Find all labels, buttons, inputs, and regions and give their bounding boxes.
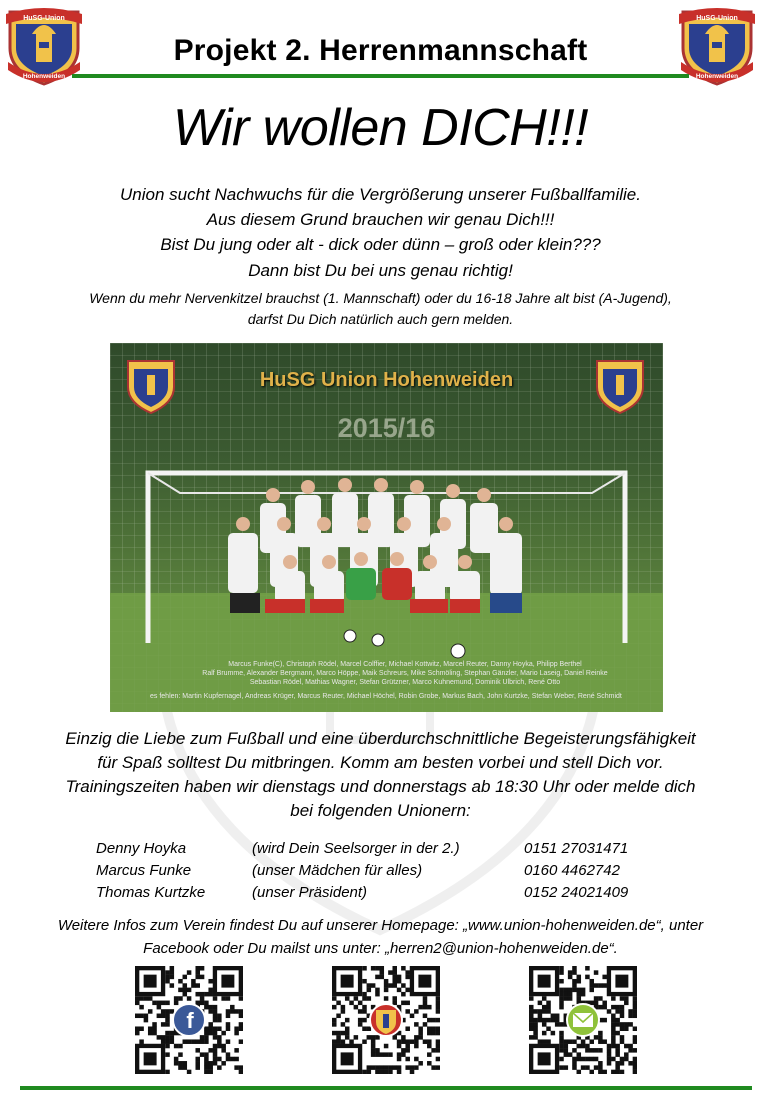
page-title: Projekt 2. Herrenmannschaft [173, 34, 588, 67]
crest-text-bottom: Hohenweiden [22, 73, 66, 80]
crest-text-top: HuSG-Union [23, 15, 65, 22]
body-line: für Spaß solltest Du mitbringen. Komm am besten vorbei und stell Dich vor. [97, 753, 664, 772]
qr-code-facebook[interactable] [135, 966, 243, 1074]
contact-role: (unser Präsident) [252, 884, 368, 901]
club-crest-icon [370, 1004, 402, 1036]
photo-caption-absent: es fehlen: Martin Kupfernagel, Andreas Krüger, Marcus Reuter, Michael Höchel, Robin Grobe, Markus Bach, John Kurtzke, Stefan Weber, René Schmidt [150, 693, 622, 700]
contact-phone: 0152 24021409 [524, 884, 629, 901]
photo-title: HuSG Union Hohenweiden [259, 369, 514, 391]
headline: Wir wollen DICH!!! [172, 99, 589, 157]
facebook-icon [173, 1004, 205, 1036]
crest-text-bottom: Hohenweiden [695, 73, 739, 80]
photo-caption: Sebastian Rödel, Mathias Wagner, Stefan Grützner, Marco Kuhnemund, Dominik Ulbrich, René Otto [249, 679, 561, 686]
qr-code-email[interactable] [529, 966, 637, 1074]
contact-phone: 0160 4462742 [524, 862, 620, 879]
email-icon [567, 1004, 599, 1036]
body-line: Trainingszeiten haben wir dienstags und donnerstags ab 18:30 Uhr oder melde dich [65, 777, 696, 796]
crest-text-top: HuSG-Union [696, 15, 738, 22]
footer-divider [20, 1086, 752, 1090]
intro-note: Wenn du mehr Nervenkitzel brauchst (1. Mannschaft) oder du 16-18 Jahre alt bist (A-Jugend), [89, 290, 672, 306]
contact-name: Thomas Kurtzke [96, 884, 206, 901]
intro-line: Dann bist Du bei uns genau richtig! [248, 261, 513, 280]
contact-name: Denny Hoyka [96, 840, 187, 857]
qr-code-homepage[interactable] [332, 966, 440, 1074]
contact-role: (wird Dein Seelsorger in der 2.) [252, 840, 460, 857]
photo-season: 2015/16 [337, 413, 436, 443]
photo-caption: Marcus Funke(C), Christoph Rödel, Marcel Colffier, Michael Kottwitz, Marcel Reuter, Danny Hoyka, Philipp Berthel [228, 661, 582, 668]
body-line: Einzig die Liebe zum Fußball und eine überdurchschnittliche Begeisterungsfähigkeit [65, 729, 696, 748]
photo-caption: Ralf Brumme, Alexander Bergmann, Marco Höppe, Maik Schreurs, Mike Schmöling, Stephan Gänzler, Mario Laseig, Daniel Reinke [202, 670, 608, 677]
team-photo [110, 343, 663, 712]
footer-line: Weitere Infos zum Verein findest Du auf unserer Homepage: „www.union-hohenweiden.de“, unter [57, 917, 704, 934]
contact-phone: 0151 27031471 [524, 840, 629, 857]
intro-line: Bist Du jung oder alt - dick oder dünn – groß oder klein??? [160, 235, 601, 254]
intro-note: darfst Du Dich natürlich auch gern melden. [247, 311, 514, 327]
contact-role: (unser Mädchen für alles) [252, 862, 423, 879]
body-line: bei folgenden Unionern: [290, 801, 471, 820]
header-divider [72, 74, 689, 78]
footer-line: Facebook oder Du mailst uns unter: „herren2@union-hohenweiden.de“. [143, 940, 618, 957]
intro-line: Aus diesem Grund brauchen wir genau Dich!!! [206, 210, 555, 229]
body-paragraph [0, 727, 761, 823]
svg-text:f: f [186, 1008, 194, 1033]
intro-line: Union sucht Nachwuchs für die Vergrößerung unserer Fußballfamilie. [120, 185, 641, 204]
team-photo-illustration [110, 343, 663, 712]
footer-info [0, 914, 761, 960]
contact-name: Marcus Funke [96, 862, 192, 879]
